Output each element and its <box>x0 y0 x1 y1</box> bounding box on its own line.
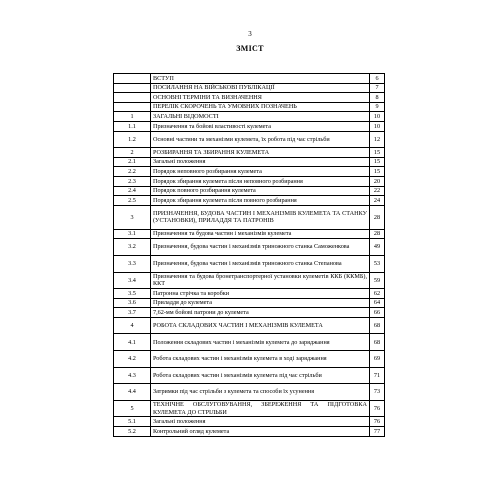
toc-row <box>114 74 385 84</box>
toc-section-title: Призначення, будова частин і механізмів триножного станка Саможенкова <box>151 239 370 256</box>
toc-section-title: РОЗБИРАННЯ ТА ЗБИРАННЯ КУЛЕМЕТА <box>151 148 370 158</box>
toc-row <box>114 112 385 122</box>
toc-section-number: 3.7 <box>114 308 151 318</box>
toc-section-title: Контрольний огляд кулемета <box>151 427 370 437</box>
toc-section-number <box>114 93 151 103</box>
toc-section-title: ТЕХНІЧНЕ ОБСЛУГОВУВАННЯ, ЗБЕРЕЖЕННЯ ТА ПІДГОТОВКА КУЛЕМЕТА ДО СТРІЛЬБИ <box>151 400 370 417</box>
toc-section-title: ПЕРЕЛІК СКОРОЧЕНЬ ТА УМОВНИХ ПОЗНАЧЕНЬ <box>151 102 370 112</box>
toc-row <box>114 196 385 206</box>
toc-page-number: 66 <box>370 308 385 318</box>
toc-section-number: 2.1 <box>114 157 151 167</box>
toc-section-number: 4.4 <box>114 384 151 401</box>
toc-section-number <box>114 102 151 112</box>
toc-row <box>114 176 385 186</box>
toc-row <box>114 334 385 351</box>
toc-section-title: Порядок повного розбирання кулемета <box>151 186 370 196</box>
toc-page-number: 76 <box>370 417 385 427</box>
toc-section-title: ПРИЗНАЧЕННЯ, БУДОВА ЧАСТИН І МЕХАНІЗМІВ КУЛЕМЕТА ТА СТАНКУ (УСТАНОВКИ), ПРИЛАДДЯ ТА ПАТРОНІВ <box>151 205 370 229</box>
toc-page-number: 59 <box>370 272 385 289</box>
toc-row <box>114 205 385 229</box>
toc-section-number <box>114 83 151 93</box>
toc-section-title: Порядок збирання кулемета після повного розбирання <box>151 196 370 206</box>
toc-page-number: 10 <box>370 112 385 122</box>
toc-section-number: 5 <box>114 400 151 417</box>
toc-section-number: 1 <box>114 112 151 122</box>
toc-section-number: 4.1 <box>114 334 151 351</box>
toc-row <box>114 417 385 427</box>
toc-section-number: 2 <box>114 148 151 158</box>
toc-page-number: 9 <box>370 102 385 112</box>
toc-section-number: 3.2 <box>114 239 151 256</box>
toc-page-number: 71 <box>370 367 385 384</box>
toc-section-title: ЗАГАЛЬНІ ВІДОМОСТІ <box>151 112 370 122</box>
toc-row <box>114 400 385 417</box>
toc-row <box>114 289 385 299</box>
toc-section-number: 2.2 <box>114 167 151 177</box>
toc-section-title: РОБОТА СКЛАДОВИХ ЧАСТИН І МЕХАНІЗМІВ КУЛЕМЕТА <box>151 317 370 334</box>
toc-page-number: 24 <box>370 196 385 206</box>
toc-page-number: 62 <box>370 289 385 299</box>
toc-page-number: 22 <box>370 186 385 196</box>
toc-section-number: 1.2 <box>114 131 151 148</box>
toc-row <box>114 384 385 401</box>
toc-page-number: 73 <box>370 384 385 401</box>
toc-section-number: 3.5 <box>114 289 151 299</box>
toc-section-title: Основні частини та механізми кулемета, їх робота під час стрільби <box>151 131 370 148</box>
toc-row <box>114 308 385 318</box>
toc-section-title: Призначення, будова частин і механізмів триножного станка Степанова <box>151 255 370 272</box>
toc-section-title: Патронна стрічка та коробки <box>151 289 370 299</box>
toc-section-title: Робота складових частин і механізмів кулемета під час стрільби <box>151 367 370 384</box>
toc-row <box>114 317 385 334</box>
toc-section-number: 4.3 <box>114 367 151 384</box>
toc-section-title: Загальні положення <box>151 417 370 427</box>
toc-row <box>114 367 385 384</box>
toc-section-number: 3.6 <box>114 298 151 308</box>
toc-section-title: Робота складових частин і механізмів кулемета в ході заряджання <box>151 351 370 368</box>
toc-section-number: 3 <box>114 205 151 229</box>
toc-section-number: 2.3 <box>114 176 151 186</box>
toc-page-number: 8 <box>370 93 385 103</box>
toc-row <box>114 239 385 256</box>
toc-page-number: 6 <box>370 74 385 84</box>
toc-section-title: Призначення та бойові властивості кулемета <box>151 121 370 131</box>
toc-section-number: 2.5 <box>114 196 151 206</box>
toc-page-number: 7 <box>370 83 385 93</box>
toc-section-number: 5.2 <box>114 427 151 437</box>
toc-page-number: 28 <box>370 229 385 239</box>
toc-row <box>114 298 385 308</box>
toc-page-number: 20 <box>370 176 385 186</box>
toc-page-number: 76 <box>370 400 385 417</box>
toc-section-title: Призначення та будова бронетранспортерної установки кулеметів ККБ (ККМБ), ККТ <box>151 272 370 289</box>
toc-section-number <box>114 74 151 84</box>
toc-row <box>114 121 385 131</box>
toc-page-number: 15 <box>370 148 385 158</box>
toc-section-title: 7,62-мм бойові патрони до кулемета <box>151 308 370 318</box>
toc-row <box>114 427 385 437</box>
toc-page-number: 68 <box>370 334 385 351</box>
toc-page-number: 64 <box>370 298 385 308</box>
toc-row <box>114 148 385 158</box>
toc-section-title: Загальні положення <box>151 157 370 167</box>
toc-section-title: Приладдя до кулемета <box>151 298 370 308</box>
document-title: ЗМІСТ <box>236 44 264 53</box>
toc-row <box>114 102 385 112</box>
toc-body <box>114 74 385 437</box>
toc-section-number: 5.1 <box>114 417 151 427</box>
toc-page-number: 53 <box>370 255 385 272</box>
toc-section-title: Затримки під час стрільби з кулемета та способи їх усунення <box>151 384 370 401</box>
toc-row <box>114 131 385 148</box>
toc-section-title: Порядок неповного розбирання кулемета <box>151 167 370 177</box>
toc-page-number: 28 <box>370 205 385 229</box>
toc-page-number: 49 <box>370 239 385 256</box>
toc-row <box>114 93 385 103</box>
toc-section-title: Порядок збирання кулемета після неповного розбирання <box>151 176 370 186</box>
toc-row <box>114 229 385 239</box>
toc-row <box>114 255 385 272</box>
toc-section-number: 3.3 <box>114 255 151 272</box>
toc-section-number: 4.2 <box>114 351 151 368</box>
toc-row <box>114 167 385 177</box>
toc-row <box>114 351 385 368</box>
toc-row <box>114 157 385 167</box>
toc-page-number: 12 <box>370 131 385 148</box>
toc-page-number: 68 <box>370 317 385 334</box>
toc-row <box>114 272 385 289</box>
toc-section-title: ВСТУП <box>151 74 370 84</box>
toc-section-number: 1.1 <box>114 121 151 131</box>
toc-page-number: 15 <box>370 157 385 167</box>
toc-section-title: Призначення та будова частин і механізмів кулемета <box>151 229 370 239</box>
toc-row <box>114 83 385 93</box>
toc-row <box>114 186 385 196</box>
toc-page-number: 10 <box>370 121 385 131</box>
toc-page-number: 69 <box>370 351 385 368</box>
page-number: 3 <box>248 30 252 38</box>
toc-section-number: 3.4 <box>114 272 151 289</box>
toc-page-number: 15 <box>370 167 385 177</box>
toc-section-number: 4 <box>114 317 151 334</box>
toc-section-number: 2.4 <box>114 186 151 196</box>
toc-section-title: ПОСИЛАННЯ НА ВІЙСЬКОВІ ПУБЛІКАЦІЇ <box>151 83 370 93</box>
toc-section-title: ОСНОВНІ ТЕРМІНИ ТА ВИЗНАЧЕННЯ <box>151 93 370 103</box>
table-of-contents <box>113 73 385 437</box>
toc-section-title: Положення складових частин і механізмів кулемета до заряджання <box>151 334 370 351</box>
toc-section-number: 3.1 <box>114 229 151 239</box>
toc-page-number: 77 <box>370 427 385 437</box>
